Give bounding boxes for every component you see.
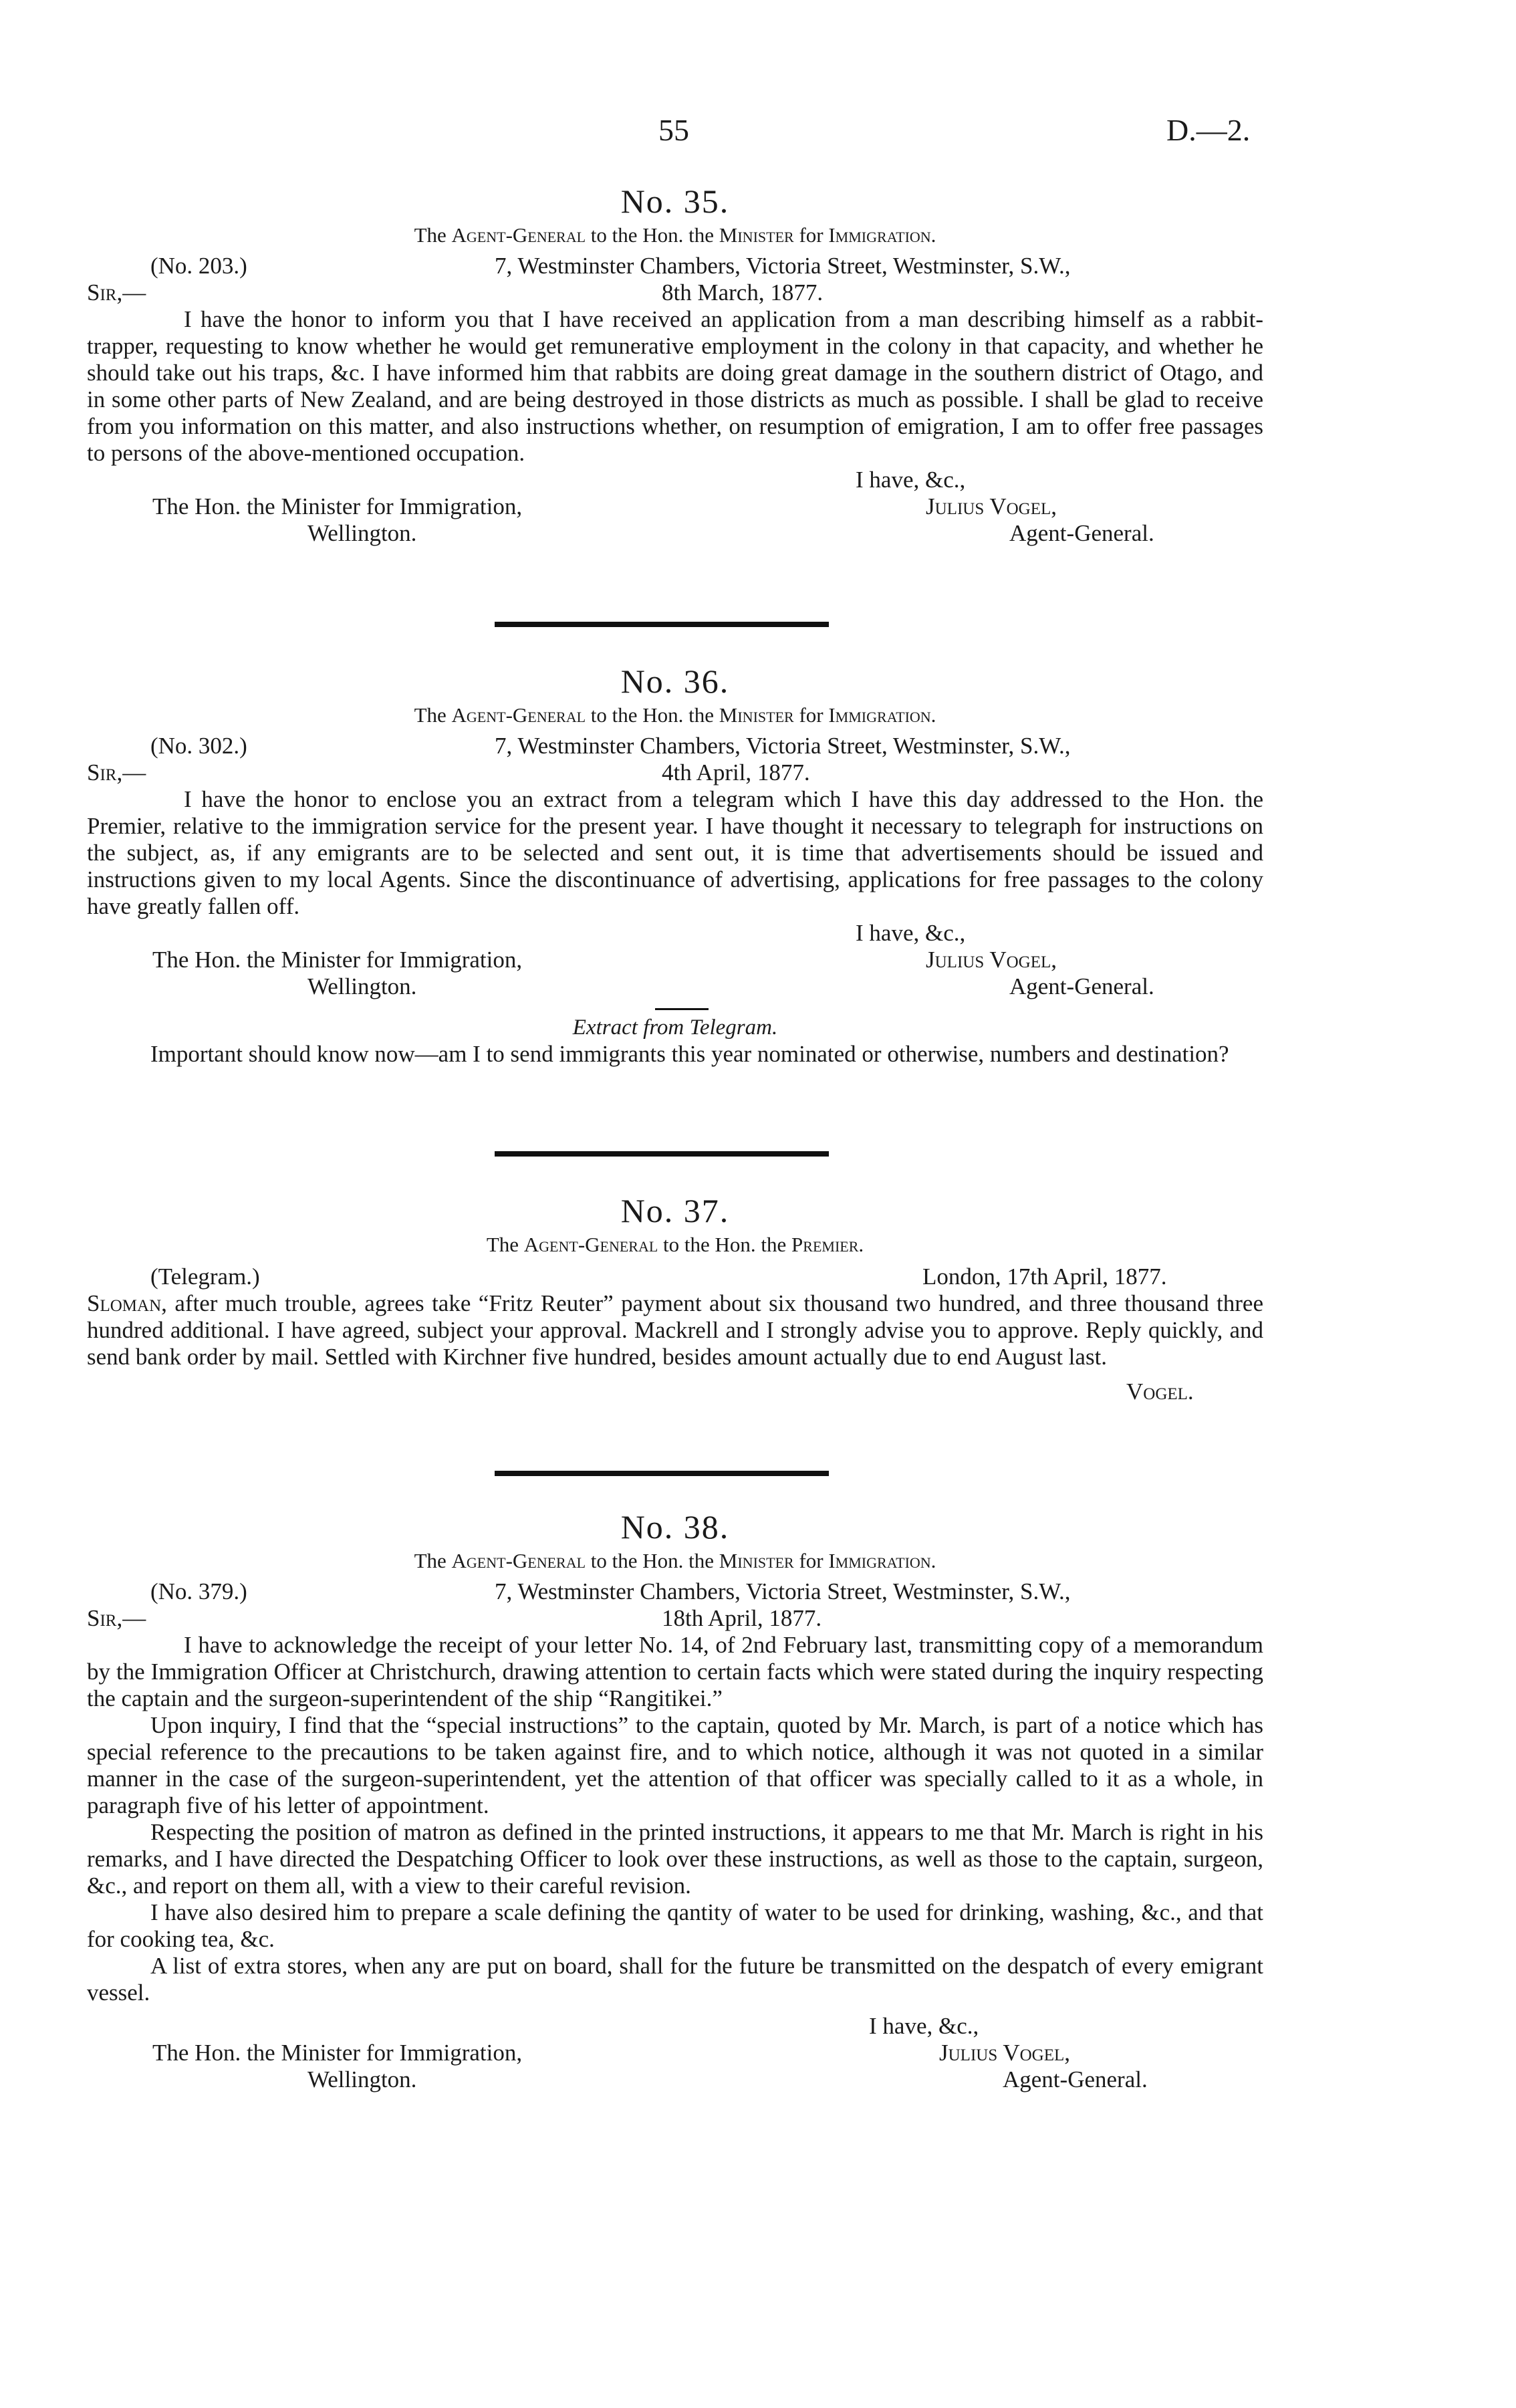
letter-number: No. 36. — [620, 663, 730, 700]
signature: Julius Vogel, — [939, 2040, 1071, 2066]
addressee: The Hon. the Minister for Immigration, — [152, 2040, 523, 2066]
letter-number: No. 35. — [620, 183, 730, 220]
title-middle: to the Hon. the — [590, 1549, 715, 1572]
extract-title: Extract from Telegram. — [572, 1015, 778, 1040]
signature-title: Agent-General. — [1009, 973, 1154, 999]
document-code: D.—2. — [1166, 113, 1251, 147]
title-from: Agent-General — [451, 1549, 586, 1572]
letter-36 — [87, 662, 1263, 1068]
title-middle: to the Hon. the — [590, 703, 715, 727]
letter-paragraph: I have the honor to inform you that I have received an application from a man describing himself as a rabbit-trapper, requesting to know whether he would get remunerative employment in the colony in that capacity, and whether he should take out his traps, &c. I have informed him that rabbits are doing great damage in the southern district of Otago, and in some other parts of New Zealand, and are being destroyed in those districts as much as possible. I shall be glad to receive from you information on this matter, and also instructions whether, on resumption of emigration, I am to offer free passages to persons of the above-mentioned occupation. — [87, 306, 1263, 466]
addressee: The Hon. the Minister for Immigration, — [152, 947, 523, 973]
letter-paragraph: I have the honor to enclose you an extract from a telegram which I have this day addressed to the Hon. the Premier, relative to the immigration service for the present year. I have thought it necessary to telegraph for instructions on the subject, as, if any emigrants are to be selected and sent out, it is time that advertisements should be issued and instructions given to my local Agents. Since the discontinuance of advertising, applications for free passages to the colony have greatly fallen off. — [87, 786, 1263, 919]
letter-ref: (No. 203.) — [150, 253, 247, 279]
letter-ref: (No. 379.) — [150, 1578, 247, 1604]
letter-address: 7, Westminster Chambers, Victoria Street, Westminster, S.W., — [495, 733, 1071, 759]
signature: Vogel. — [1126, 1378, 1194, 1405]
extract-text: Important should know now—am I to send immigrants this year nominated or otherwise, numbers and destination? — [150, 1041, 1229, 1067]
addressee: The Hon. the Minister for Immigration, — [152, 493, 523, 519]
letter-date: 8th March, 1877. — [662, 279, 824, 306]
title-from: Agent-General — [523, 1233, 658, 1256]
title-prefix: The — [414, 223, 452, 247]
title-to-2: Immigration. — [828, 1549, 936, 1572]
title-for: for — [799, 703, 824, 727]
letter-title — [87, 223, 1263, 247]
salutation: Sir,— — [87, 759, 146, 786]
title-middle: to the Hon. the — [663, 1233, 787, 1256]
title-to: Minister — [719, 223, 794, 247]
signature-title: Agent-General. — [1003, 2066, 1148, 2092]
title-to: Minister — [719, 1549, 794, 1572]
letter-title — [87, 1233, 1263, 1257]
telegram-body: after much trouble, agrees take “Fritz Reuter” payment about six thousand two hundred, and three thousand three hundred additional. I have agreed, subject your approval. Mackrell and I strongly advise you to approve. Reply quickly, and send bank order by mail. Settled with Kirchner five hundred, besides amount actually due to end August last. — [87, 1290, 1263, 1370]
title-to-2: Immigration. — [828, 223, 936, 247]
letter-number: No. 38. — [620, 1508, 730, 1546]
letter-37 — [87, 1191, 1263, 1405]
closing: I have, &c., — [856, 467, 966, 493]
letter-title — [87, 1549, 1263, 1573]
title-prefix: The — [414, 703, 452, 727]
signature: Julius Vogel, — [926, 947, 1057, 973]
letter-paragraph: I have to acknowledge the receipt of your letter No. 14, of 2nd February last, transmitting copy of a memorandum by the Immigration Officer at Christchurch, drawing attention to certain facts which were stated during the inquiry respecting the captain and the surgeon-superintendent of the ship “Rangitikei.” — [87, 1632, 1263, 1711]
title-for: for — [799, 223, 824, 247]
letter-title — [87, 703, 1263, 727]
page-number: 55 — [658, 113, 689, 147]
telegram-text — [87, 1290, 1263, 1370]
title-for: for — [799, 1549, 824, 1572]
title-to: Premier. — [791, 1233, 864, 1256]
section-divider — [495, 1471, 829, 1476]
letter-date: 4th April, 1877. — [662, 759, 810, 786]
title-to-2: Immigration. — [828, 703, 936, 727]
addressee-city: Wellington. — [307, 520, 417, 546]
letter-address: 7, Westminster Chambers, Victoria Street, Westminster, S.W., — [495, 253, 1071, 279]
letter-date: 18th April, 1877. — [662, 1605, 822, 1631]
extract-divider — [655, 1008, 709, 1010]
letter-paragraph: A list of extra stores, when any are put on board, shall for the future be transmitted on the despatch of every emigrant vessel. — [87, 1953, 1263, 2006]
closing: I have, &c., — [869, 2013, 979, 2039]
addressee-city: Wellington. — [307, 973, 417, 999]
letter-ref: (Telegram.) — [150, 1263, 260, 1290]
letter-address: 7, Westminster Chambers, Victoria Street, Westminster, S.W., — [495, 1578, 1071, 1604]
section-divider — [495, 622, 829, 627]
title-to: Minister — [719, 703, 794, 727]
letter-paragraph: I have also desired him to prepare a scale defining the qantity of water to be used for drinking, washing, &c., and that for cooking tea, &c. — [87, 1899, 1263, 1952]
signature-title: Agent-General. — [1009, 520, 1154, 546]
title-middle: to the Hon. the — [590, 223, 715, 247]
telegram-lead-name: Sloman, — [87, 1290, 167, 1316]
title-prefix: The — [414, 1549, 452, 1572]
letter-paragraph: Upon inquiry, I find that the “special instructions” to the captain, quoted by Mr. March, is part of a notice which has special reference to the precautions to be taken against fire, and to which notice, although it was not quoted in a similar manner in the case of the surgeon-superintendent, yet the attention of that officer was specially called to it as a whole, in paragraph five of his letter of appointment. — [87, 1712, 1263, 1818]
signature: Julius Vogel, — [926, 493, 1057, 519]
letter-ref: (No. 302.) — [150, 733, 247, 759]
salutation: Sir,— — [87, 279, 146, 306]
place-date: London, 17th April, 1877. — [922, 1263, 1167, 1290]
addressee-city: Wellington. — [307, 2066, 417, 2092]
letter-paragraph: Respecting the position of matron as defined in the printed instructions, it appears to me that Mr. March is right in his remarks, and I have directed the Despatching Officer to look over these instructions, as well as those to the captain, surgeon, &c., and report on them all, with a view to their careful revision. — [87, 1819, 1263, 1899]
title-from: Agent-General — [451, 703, 586, 727]
closing: I have, &c., — [856, 920, 966, 946]
salutation: Sir,— — [87, 1605, 146, 1631]
title-prefix: The — [486, 1233, 524, 1256]
letter-number: No. 37. — [620, 1192, 730, 1229]
section-divider — [495, 1151, 829, 1157]
title-from: Agent-General — [451, 223, 586, 247]
letter-38 — [87, 1508, 1263, 2093]
letter-35 — [87, 182, 1263, 547]
